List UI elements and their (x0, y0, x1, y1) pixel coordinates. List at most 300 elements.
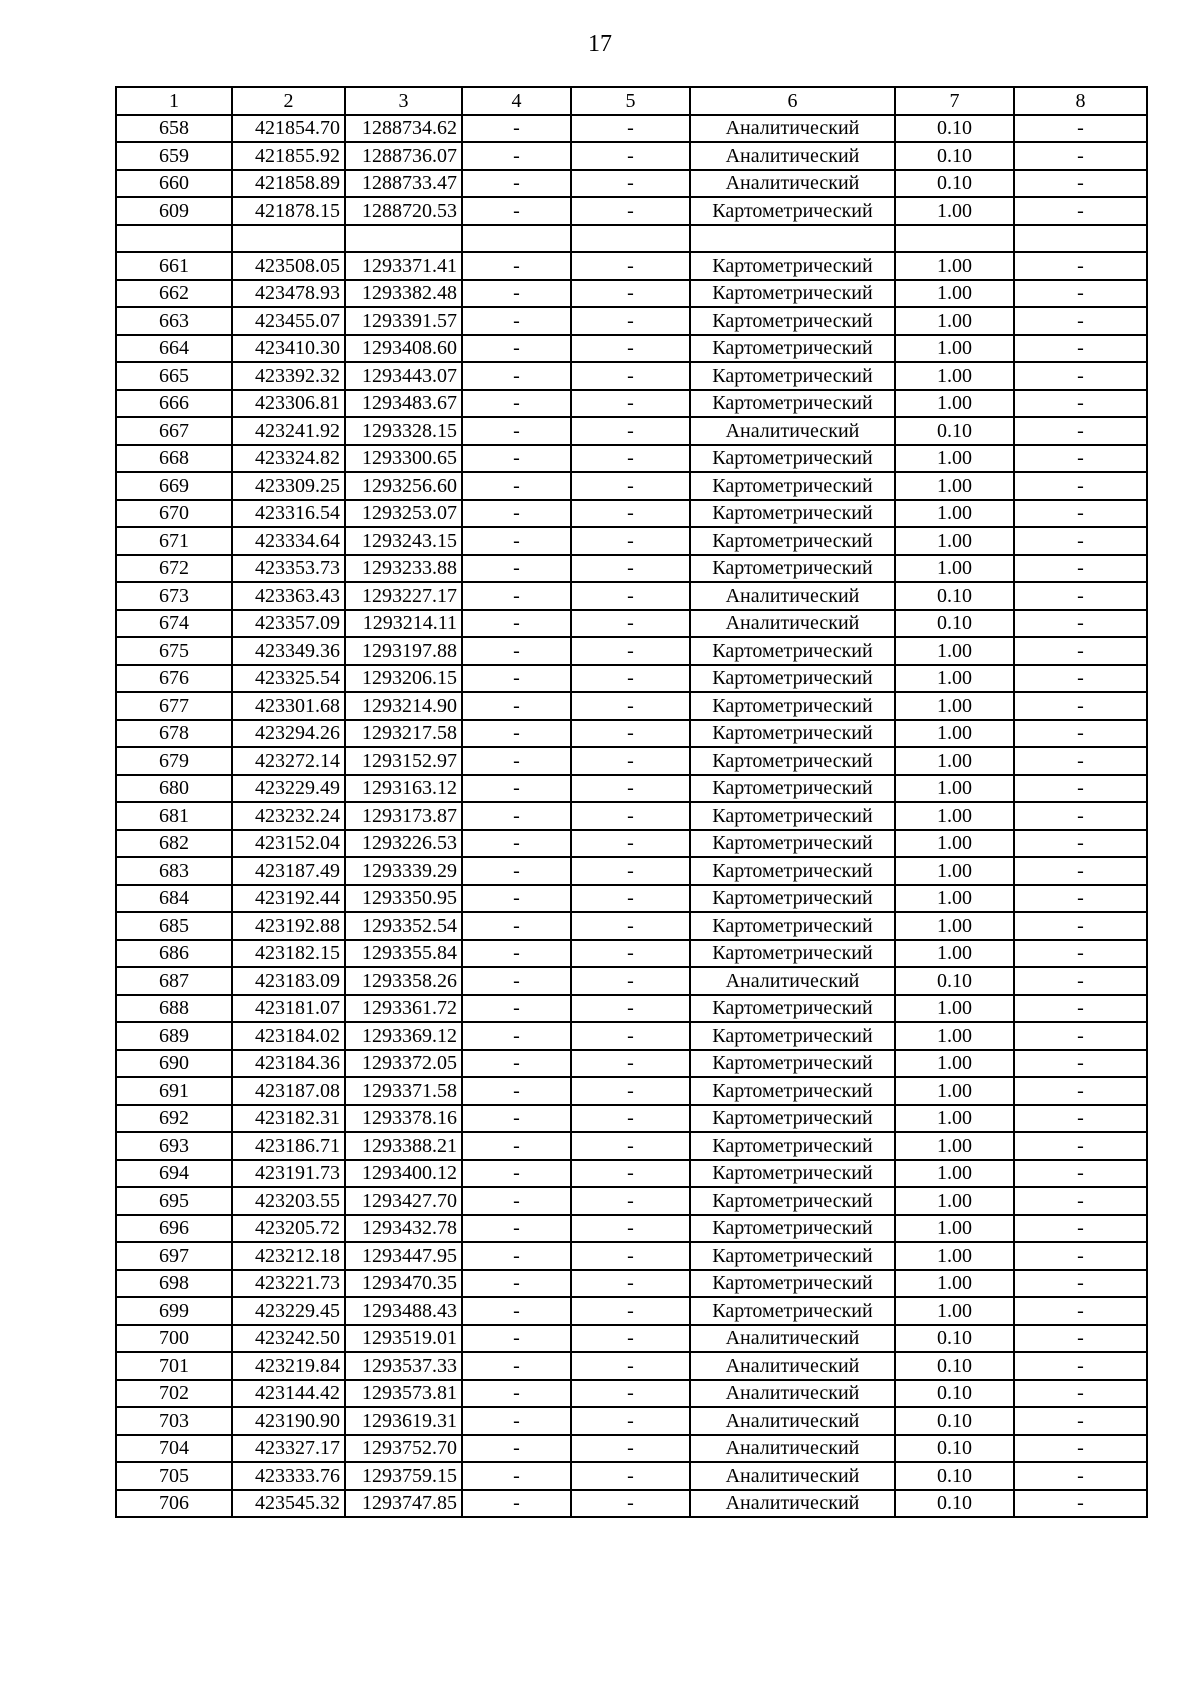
accuracy-cell: 1.00 (895, 1270, 1014, 1298)
method-cell: Картометрический (690, 720, 895, 748)
method-cell: Картометрический (690, 280, 895, 308)
accuracy-cell: 1.00 (895, 1132, 1014, 1160)
col5-cell: - (571, 280, 690, 308)
table-row (116, 142, 1147, 170)
method-cell: Картометрический (690, 692, 895, 720)
method-cell: Аналитический (690, 170, 895, 198)
col4-cell: - (462, 802, 571, 830)
x-coordinate-cell: 423301.68 (232, 692, 345, 720)
table-row (116, 1270, 1147, 1298)
method-cell: Картометрический (690, 1077, 895, 1105)
point-number-cell: 690 (116, 1050, 232, 1078)
col8-cell: - (1014, 1050, 1147, 1078)
col8-cell: - (1014, 197, 1147, 225)
col4-cell: - (462, 830, 571, 858)
method-cell: Картометрический (690, 362, 895, 390)
y-coordinate-cell: 1293369.12 (345, 1022, 462, 1050)
method-cell: Аналитический (690, 115, 895, 143)
col5-cell: - (571, 885, 690, 913)
col4-cell: - (462, 857, 571, 885)
col8-cell (1014, 225, 1147, 253)
col8-cell: - (1014, 1352, 1147, 1380)
table-row (116, 1325, 1147, 1353)
y-coordinate-cell: 1288736.07 (345, 142, 462, 170)
col4-cell: - (462, 1407, 571, 1435)
col4-cell: - (462, 1105, 571, 1133)
col5-cell: - (571, 610, 690, 638)
col4-cell: - (462, 1325, 571, 1353)
accuracy-cell: 0.10 (895, 1462, 1014, 1490)
col8-cell: - (1014, 967, 1147, 995)
x-coordinate-cell: 423242.50 (232, 1325, 345, 1353)
col4-cell: - (462, 775, 571, 803)
col5-cell: - (571, 115, 690, 143)
col4-cell: - (462, 1435, 571, 1463)
point-number-cell: 675 (116, 637, 232, 665)
col5-cell: - (571, 1325, 690, 1353)
col5-cell: - (571, 1050, 690, 1078)
col4-cell: - (462, 280, 571, 308)
col5-cell: - (571, 527, 690, 555)
point-number-cell: 659 (116, 142, 232, 170)
col8-cell: - (1014, 1462, 1147, 1490)
x-coordinate-cell: 423221.73 (232, 1270, 345, 1298)
y-coordinate-cell: 1288734.62 (345, 115, 462, 143)
accuracy-cell: 1.00 (895, 362, 1014, 390)
x-coordinate-cell (232, 225, 345, 253)
point-number-cell: 699 (116, 1297, 232, 1325)
col5-cell: - (571, 170, 690, 198)
method-cell: Картометрический (690, 1050, 895, 1078)
point-number-cell: 609 (116, 197, 232, 225)
col8-cell: - (1014, 252, 1147, 280)
table-row (116, 1462, 1147, 1490)
x-coordinate-cell: 421854.70 (232, 115, 345, 143)
y-coordinate-cell: 1293339.29 (345, 857, 462, 885)
table-row (116, 885, 1147, 913)
x-coordinate-cell: 423203.55 (232, 1187, 345, 1215)
col5-cell: - (571, 857, 690, 885)
y-coordinate-cell: 1293233.88 (345, 555, 462, 583)
x-coordinate-cell: 423324.82 (232, 445, 345, 473)
x-coordinate-cell: 423184.02 (232, 1022, 345, 1050)
y-coordinate-cell: 1293371.41 (345, 252, 462, 280)
x-coordinate-cell: 423508.05 (232, 252, 345, 280)
accuracy-cell: 1.00 (895, 1242, 1014, 1270)
point-number-cell: 663 (116, 307, 232, 335)
col8-cell: - (1014, 775, 1147, 803)
accuracy-cell: 1.00 (895, 527, 1014, 555)
col5-cell: - (571, 1022, 690, 1050)
col8-cell: - (1014, 1215, 1147, 1243)
col8-cell: - (1014, 1490, 1147, 1518)
method-cell: Аналитический (690, 582, 895, 610)
col8-cell: - (1014, 390, 1147, 418)
x-coordinate-cell: 423353.73 (232, 555, 345, 583)
col4-cell: - (462, 527, 571, 555)
table-row (116, 417, 1147, 445)
method-cell: Картометрический (690, 1160, 895, 1188)
table-row (116, 1297, 1147, 1325)
method-cell: Картометрический (690, 335, 895, 363)
y-coordinate-cell: 1293378.16 (345, 1105, 462, 1133)
x-coordinate-cell: 423410.30 (232, 335, 345, 363)
point-number-cell: 687 (116, 967, 232, 995)
method-cell (690, 225, 895, 253)
accuracy-cell: 1.00 (895, 665, 1014, 693)
accuracy-cell: 0.10 (895, 142, 1014, 170)
method-cell: Картометрический (690, 912, 895, 940)
y-coordinate-cell: 1293382.48 (345, 280, 462, 308)
x-coordinate-cell: 423183.09 (232, 967, 345, 995)
point-number-cell: 696 (116, 1215, 232, 1243)
col8-cell: - (1014, 170, 1147, 198)
accuracy-cell: 1.00 (895, 747, 1014, 775)
x-coordinate-cell: 421878.15 (232, 197, 345, 225)
point-number-cell: 664 (116, 335, 232, 363)
col5-cell: - (571, 1490, 690, 1518)
method-cell: Картометрический (690, 637, 895, 665)
point-number-cell: 703 (116, 1407, 232, 1435)
table-row (116, 692, 1147, 720)
point-number-cell: 686 (116, 940, 232, 968)
point-number-cell: 700 (116, 1325, 232, 1353)
col4-cell: - (462, 692, 571, 720)
point-number-cell: 694 (116, 1160, 232, 1188)
col5-cell: - (571, 665, 690, 693)
x-coordinate-cell: 421858.89 (232, 170, 345, 198)
point-number-cell: 666 (116, 390, 232, 418)
col8-cell: - (1014, 830, 1147, 858)
y-coordinate-cell: 1293173.87 (345, 802, 462, 830)
accuracy-cell: 1.00 (895, 197, 1014, 225)
accuracy-cell (895, 225, 1014, 253)
accuracy-cell: 1.00 (895, 1050, 1014, 1078)
col5-cell: - (571, 967, 690, 995)
col8-cell: - (1014, 1160, 1147, 1188)
method-cell: Картометрический (690, 390, 895, 418)
table-row (116, 940, 1147, 968)
col8-cell: - (1014, 582, 1147, 610)
x-coordinate-cell: 423309.25 (232, 472, 345, 500)
table-row (116, 637, 1147, 665)
col5-cell: - (571, 582, 690, 610)
col5-cell: - (571, 1297, 690, 1325)
col8-cell: - (1014, 1105, 1147, 1133)
accuracy-cell: 1.00 (895, 995, 1014, 1023)
accuracy-cell: 0.10 (895, 170, 1014, 198)
x-coordinate-cell: 423187.08 (232, 1077, 345, 1105)
col8-cell: - (1014, 1325, 1147, 1353)
x-coordinate-cell: 423192.88 (232, 912, 345, 940)
y-coordinate-cell: 1293752.70 (345, 1435, 462, 1463)
col5-cell: - (571, 197, 690, 225)
col4-cell: - (462, 500, 571, 528)
col5-cell: - (571, 1132, 690, 1160)
col5-cell: - (571, 1380, 690, 1408)
point-number-cell: 665 (116, 362, 232, 390)
table-row (116, 1160, 1147, 1188)
x-coordinate-cell: 423325.54 (232, 665, 345, 693)
accuracy-cell: 1.00 (895, 1022, 1014, 1050)
col5-cell: - (571, 1462, 690, 1490)
col5-cell: - (571, 390, 690, 418)
accuracy-cell: 1.00 (895, 500, 1014, 528)
y-coordinate-cell: 1293519.01 (345, 1325, 462, 1353)
col4-cell (462, 225, 571, 253)
x-coordinate-cell: 423205.72 (232, 1215, 345, 1243)
table-row (116, 1132, 1147, 1160)
col4-cell: - (462, 1050, 571, 1078)
y-coordinate-cell: 1293483.67 (345, 390, 462, 418)
col5-cell: - (571, 720, 690, 748)
accuracy-cell: 1.00 (895, 720, 1014, 748)
table-row (116, 775, 1147, 803)
x-coordinate-cell: 423152.04 (232, 830, 345, 858)
y-coordinate-cell: 1293355.84 (345, 940, 462, 968)
table-row (116, 445, 1147, 473)
col5-cell: - (571, 500, 690, 528)
table-row (116, 1022, 1147, 1050)
column-header: 4 (462, 87, 571, 115)
y-coordinate-cell: 1293256.60 (345, 472, 462, 500)
x-coordinate-cell: 423219.84 (232, 1352, 345, 1380)
accuracy-cell: 0.10 (895, 115, 1014, 143)
x-coordinate-cell: 423184.36 (232, 1050, 345, 1078)
col5-cell: - (571, 1215, 690, 1243)
col5-cell: - (571, 417, 690, 445)
table-row (116, 1242, 1147, 1270)
col5-cell: - (571, 1407, 690, 1435)
col8-cell: - (1014, 500, 1147, 528)
accuracy-cell: 1.00 (895, 280, 1014, 308)
y-coordinate-cell: 1293427.70 (345, 1187, 462, 1215)
point-number-cell: 691 (116, 1077, 232, 1105)
accuracy-cell: 1.00 (895, 390, 1014, 418)
col5-cell: - (571, 1077, 690, 1105)
y-coordinate-cell: 1293253.07 (345, 500, 462, 528)
accuracy-cell: 0.10 (895, 1380, 1014, 1408)
table-row (116, 747, 1147, 775)
point-number-cell: 661 (116, 252, 232, 280)
y-coordinate-cell: 1293372.05 (345, 1050, 462, 1078)
table-row (116, 1490, 1147, 1518)
point-number-cell: 692 (116, 1105, 232, 1133)
col4-cell: - (462, 390, 571, 418)
point-number-cell: 705 (116, 1462, 232, 1490)
col4-cell: - (462, 1022, 571, 1050)
header-row (116, 87, 1147, 115)
table-row (116, 830, 1147, 858)
y-coordinate-cell (345, 225, 462, 253)
accuracy-cell: 1.00 (895, 1187, 1014, 1215)
table-row (116, 857, 1147, 885)
accuracy-cell: 1.00 (895, 692, 1014, 720)
col8-cell: - (1014, 555, 1147, 583)
col5-cell (571, 225, 690, 253)
col8-cell: - (1014, 115, 1147, 143)
x-coordinate-cell: 423229.45 (232, 1297, 345, 1325)
point-number-cell: 678 (116, 720, 232, 748)
col8-cell: - (1014, 747, 1147, 775)
method-cell: Картометрический (690, 1215, 895, 1243)
table-row (116, 362, 1147, 390)
method-cell: Картометрический (690, 500, 895, 528)
table-row (116, 802, 1147, 830)
col4-cell: - (462, 582, 571, 610)
page-number: 17 (588, 31, 612, 57)
method-cell: Картометрический (690, 1105, 895, 1133)
accuracy-cell: 0.10 (895, 1352, 1014, 1380)
accuracy-cell: 1.00 (895, 252, 1014, 280)
x-coordinate-cell: 423212.18 (232, 1242, 345, 1270)
x-coordinate-cell: 423186.71 (232, 1132, 345, 1160)
col5-cell: - (571, 1352, 690, 1380)
table-row (116, 1435, 1147, 1463)
y-coordinate-cell: 1293573.81 (345, 1380, 462, 1408)
table-row (116, 1187, 1147, 1215)
point-number-cell: 682 (116, 830, 232, 858)
method-cell: Картометрический (690, 747, 895, 775)
x-coordinate-cell: 423333.76 (232, 1462, 345, 1490)
col4-cell: - (462, 1160, 571, 1188)
col8-cell: - (1014, 1297, 1147, 1325)
col8-cell: - (1014, 1022, 1147, 1050)
col8-cell: - (1014, 720, 1147, 748)
point-number-cell: 670 (116, 500, 232, 528)
col5-cell: - (571, 555, 690, 583)
y-coordinate-cell: 1293447.95 (345, 1242, 462, 1270)
col4-cell: - (462, 472, 571, 500)
col8-cell: - (1014, 527, 1147, 555)
point-number-cell: 672 (116, 555, 232, 583)
col8-cell: - (1014, 280, 1147, 308)
table-row (116, 967, 1147, 995)
col4-cell: - (462, 1270, 571, 1298)
point-number-cell: 677 (116, 692, 232, 720)
col5-cell: - (571, 252, 690, 280)
method-cell: Аналитический (690, 1352, 895, 1380)
y-coordinate-cell: 1293217.58 (345, 720, 462, 748)
table-row (116, 252, 1147, 280)
col5-cell: - (571, 830, 690, 858)
col4-cell: - (462, 967, 571, 995)
point-number-cell: 688 (116, 995, 232, 1023)
col4-cell: - (462, 197, 571, 225)
col4-cell: - (462, 362, 571, 390)
col8-cell: - (1014, 1270, 1147, 1298)
y-coordinate-cell: 1293747.85 (345, 1490, 462, 1518)
col5-cell: - (571, 362, 690, 390)
table-row (116, 472, 1147, 500)
col5-cell: - (571, 775, 690, 803)
point-number-cell: 668 (116, 445, 232, 473)
col5-cell: - (571, 1242, 690, 1270)
col4-cell: - (462, 335, 571, 363)
x-coordinate-cell: 423455.07 (232, 307, 345, 335)
point-number-cell: 683 (116, 857, 232, 885)
point-number-cell: 702 (116, 1380, 232, 1408)
method-cell: Картометрический (690, 830, 895, 858)
col4-cell: - (462, 417, 571, 445)
method-cell: Картометрический (690, 472, 895, 500)
col5-cell: - (571, 1160, 690, 1188)
method-cell: Картометрический (690, 940, 895, 968)
coordinates-table (115, 86, 1148, 1518)
column-header: 3 (345, 87, 462, 115)
point-number-cell: 698 (116, 1270, 232, 1298)
method-cell: Аналитический (690, 967, 895, 995)
x-coordinate-cell: 423191.73 (232, 1160, 345, 1188)
method-cell: Аналитический (690, 142, 895, 170)
point-number-cell: 697 (116, 1242, 232, 1270)
col4-cell: - (462, 995, 571, 1023)
col4-cell: - (462, 1352, 571, 1380)
x-coordinate-cell: 423241.92 (232, 417, 345, 445)
col5-cell: - (571, 1435, 690, 1463)
table-row (116, 555, 1147, 583)
col5-cell: - (571, 307, 690, 335)
method-cell: Картометрический (690, 1022, 895, 1050)
col4-cell: - (462, 1462, 571, 1490)
col8-cell: - (1014, 1077, 1147, 1105)
y-coordinate-cell: 1293352.54 (345, 912, 462, 940)
col5-cell: - (571, 1187, 690, 1215)
col4-cell: - (462, 1242, 571, 1270)
col4-cell: - (462, 1215, 571, 1243)
col8-cell: - (1014, 1132, 1147, 1160)
col8-cell: - (1014, 665, 1147, 693)
method-cell: Картометрический (690, 802, 895, 830)
col5-cell: - (571, 142, 690, 170)
x-coordinate-cell: 423182.15 (232, 940, 345, 968)
y-coordinate-cell: 1293152.97 (345, 747, 462, 775)
col4-cell: - (462, 252, 571, 280)
y-coordinate-cell: 1293470.35 (345, 1270, 462, 1298)
point-number-cell (116, 225, 232, 253)
accuracy-cell: 0.10 (895, 582, 1014, 610)
y-coordinate-cell: 1293358.26 (345, 967, 462, 995)
accuracy-cell: 1.00 (895, 940, 1014, 968)
method-cell: Картометрический (690, 197, 895, 225)
x-coordinate-cell: 423187.49 (232, 857, 345, 885)
point-number-cell: 676 (116, 665, 232, 693)
table-row (116, 170, 1147, 198)
point-number-cell: 674 (116, 610, 232, 638)
col5-cell: - (571, 940, 690, 968)
accuracy-cell: 0.10 (895, 967, 1014, 995)
method-cell: Аналитический (690, 610, 895, 638)
accuracy-cell: 1.00 (895, 1215, 1014, 1243)
col4-cell: - (462, 720, 571, 748)
col5-cell: - (571, 995, 690, 1023)
x-coordinate-cell: 423190.90 (232, 1407, 345, 1435)
col4-cell: - (462, 307, 571, 335)
y-coordinate-cell: 1293371.58 (345, 1077, 462, 1105)
table-row (116, 582, 1147, 610)
y-coordinate-cell: 1293243.15 (345, 527, 462, 555)
y-coordinate-cell: 1293227.17 (345, 582, 462, 610)
col5-cell: - (571, 692, 690, 720)
x-coordinate-cell: 423182.31 (232, 1105, 345, 1133)
x-coordinate-cell: 423349.36 (232, 637, 345, 665)
table-row (116, 1407, 1147, 1435)
y-coordinate-cell: 1293759.15 (345, 1462, 462, 1490)
y-coordinate-cell: 1293537.33 (345, 1352, 462, 1380)
point-number-cell: 685 (116, 912, 232, 940)
method-cell: Картометрический (690, 527, 895, 555)
col5-cell: - (571, 802, 690, 830)
